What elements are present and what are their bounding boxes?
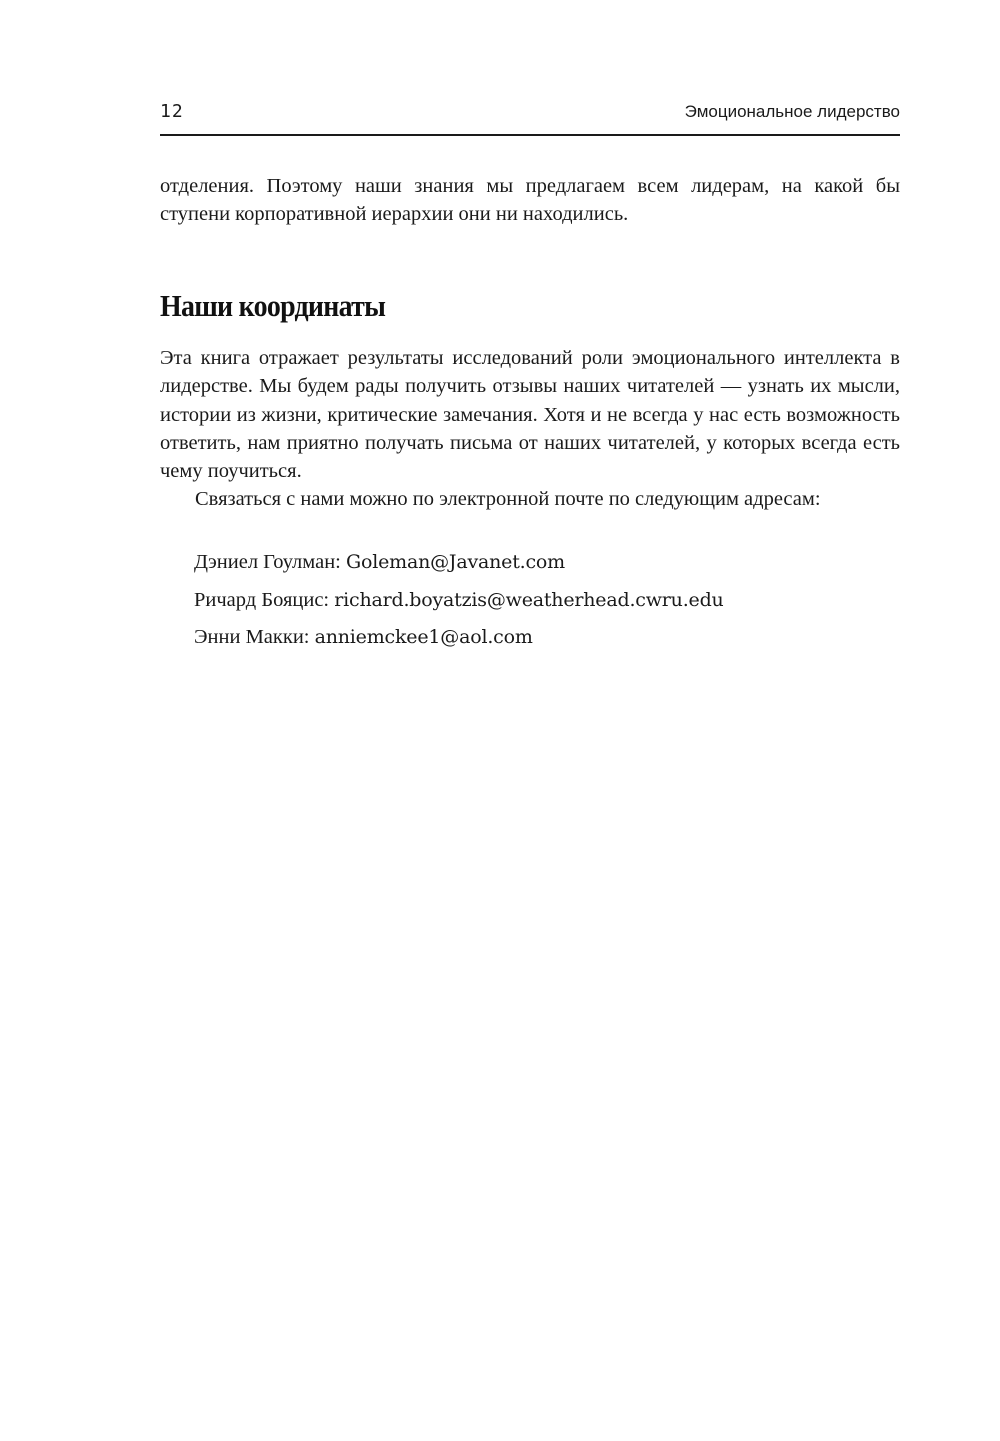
contact-item (194, 544, 724, 582)
contact-email: anniemckee1@aol.com (314, 626, 533, 648)
contact-name: Энни Макки: (194, 626, 310, 648)
contact-email: Goleman@Javanet.com (346, 551, 565, 573)
section-title: Наши координаты (160, 288, 386, 323)
intro-paragraph: Эта книга отражает результаты исследований роли эмоционального интеллекта в лидерстве. Мы будем рады получить отзывы наших читателей — узнать их мысли, истории из жизни, критические замечания. Хотя и не всегда у нас есть возможность ответить, нам приятно получать письма от наших читателей, у которых всегда есть чему поучиться. (160, 347, 900, 483)
contact-item (194, 619, 724, 657)
contact-item (194, 582, 724, 620)
header-divider (160, 134, 900, 136)
contact-email: richard.boyatzis@weatherhead.cwru.edu (334, 588, 724, 611)
contact-list (194, 544, 724, 657)
contact-name: Дэниел Гоулман: (194, 551, 341, 573)
running-title: Эмоциональное лидерство (684, 102, 900, 121)
contact-name: Ричард Бояцис: (194, 588, 330, 611)
page-number: 12 (160, 101, 184, 122)
contact-paragraph: Связаться с нами можно по электронной почте по следующим адресам: (195, 488, 821, 510)
continued-paragraph: отделения. Поэтому наши знания мы предлагаем всем лидерам, на какой бы ступени корпоративной иерархии они ни находились. (160, 175, 900, 226)
